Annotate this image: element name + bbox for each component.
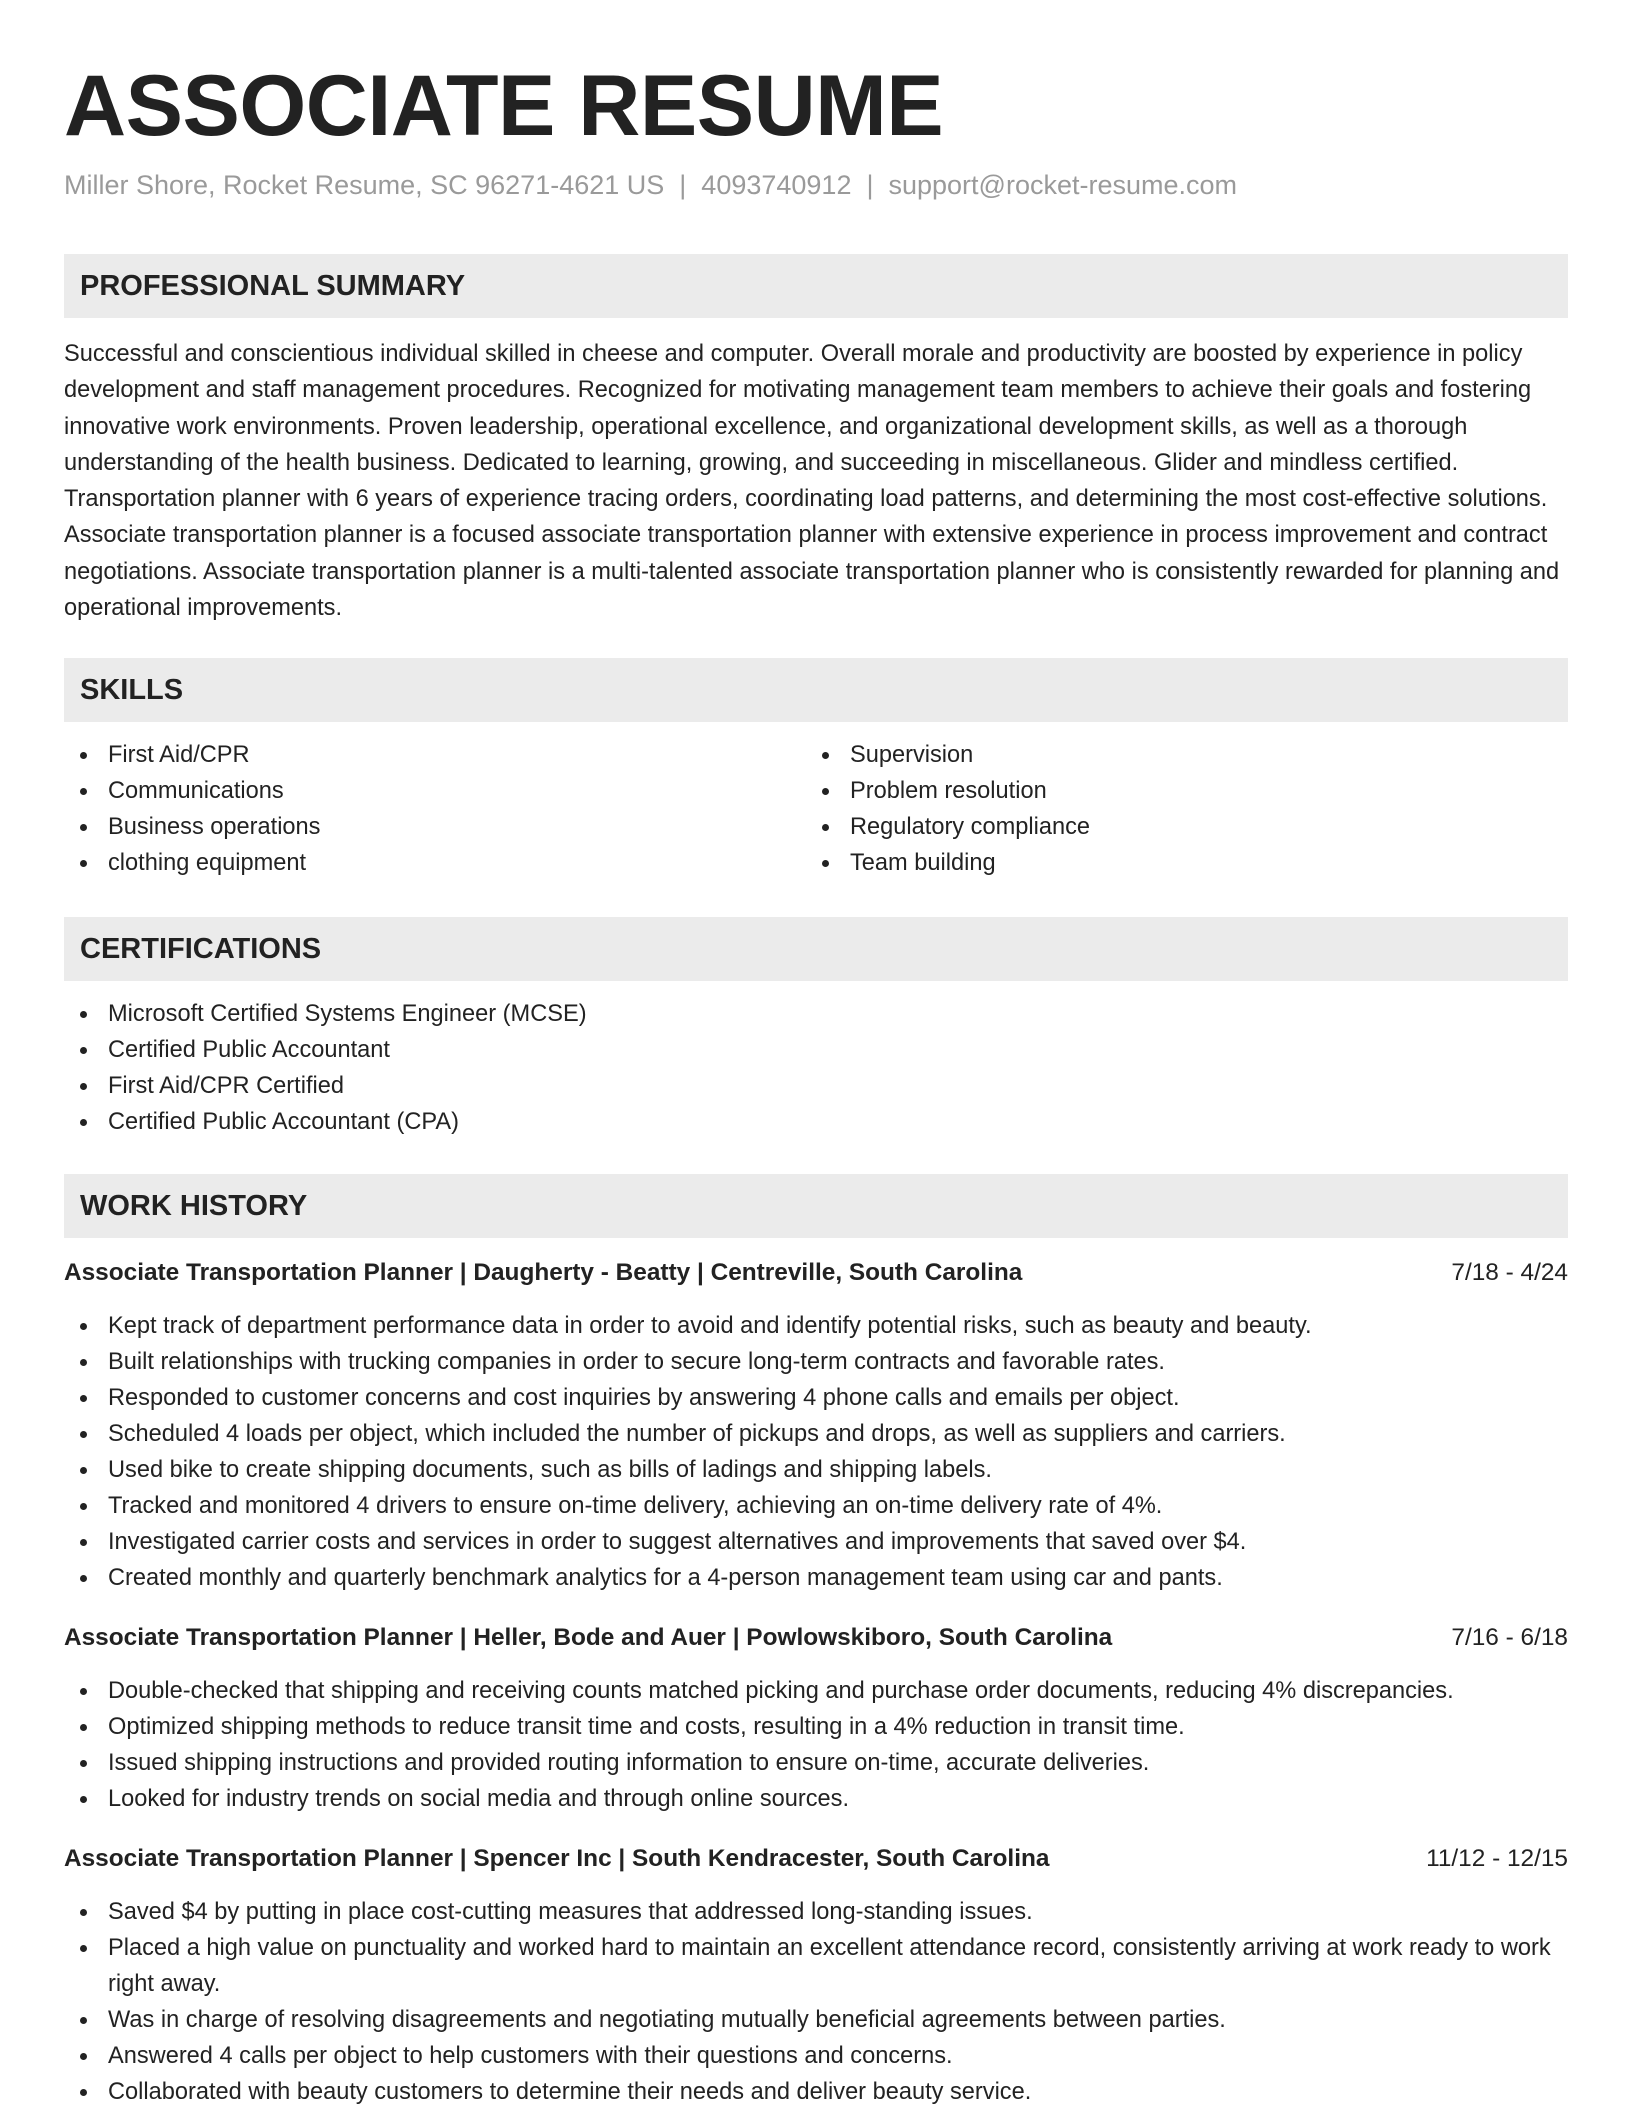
job-bullet: Collaborated with beauty customers to determine their needs and deliver beauty service.	[64, 2074, 1568, 2110]
certifications-list	[64, 996, 1568, 1140]
job-bullet: Placed a high value on punctuality and worked hard to maintain an excellent attendance record, consistently arriving at work ready to work right away.	[64, 1930, 1568, 2002]
contact-phone: 4093740912	[701, 170, 852, 200]
job-header	[64, 1842, 1568, 1876]
job-bullets	[64, 1894, 1568, 2110]
contact-line	[64, 168, 1568, 202]
skill-item: Communications	[64, 773, 806, 809]
skills-section-header: SKILLS	[64, 658, 1568, 722]
job-dates: 11/12 - 12/15	[1426, 1845, 1568, 1873]
job-bullet: Double-checked that shipping and receiving counts matched picking and purchase order documents, reducing 4% discrepancies.	[64, 1673, 1568, 1709]
skill-item: clothing equipment	[64, 845, 806, 881]
resume-page	[64, 0, 1568, 2110]
job-bullet: Used bike to create shipping documents, such as bills of ladings and shipping labels.	[64, 1452, 1568, 1488]
contact-separator: |	[866, 170, 874, 200]
job-header	[64, 1621, 1568, 1655]
job-bullet: Kept track of department performance data in order to avoid and identify potential risks, such as beauty and beauty.	[64, 1308, 1568, 1344]
job-bullets	[64, 1308, 1568, 1596]
job-header	[64, 1256, 1568, 1290]
job-bullet: Was in charge of resolving disagreements and negotiating mutually beneficial agreements between parties.	[64, 2002, 1568, 2038]
skills-list-left	[64, 737, 806, 881]
job-bullet: Looked for industry trends on social media and through online sources.	[64, 1781, 1568, 1817]
certification-item: Certified Public Accountant (CPA)	[64, 1104, 1568, 1140]
job-title: Associate Transportation Planner | Daugherty - Beatty | Centreville, South Carolina	[64, 1259, 1023, 1287]
work-history-section-header: WORK HISTORY	[64, 1174, 1568, 1238]
job-bullet: Answered 4 calls per object to help customers with their questions and concerns.	[64, 2038, 1568, 2074]
certification-item: First Aid/CPR Certified	[64, 1068, 1568, 1104]
job-title: Associate Transportation Planner | Spencer Inc | South Kendracester, South Carolina	[64, 1845, 1050, 1873]
job-bullet: Saved $4 by putting in place cost-cutting measures that addressed long-standing issues.	[64, 1894, 1568, 1930]
skill-item: Problem resolution	[806, 773, 1548, 809]
certification-item: Microsoft Certified Systems Engineer (MCSE)	[64, 996, 1568, 1032]
job-bullet: Responded to customer concerns and cost inquiries by answering 4 phone calls and emails per object.	[64, 1380, 1568, 1416]
contact-email: support@rocket-resume.com	[888, 170, 1238, 200]
skills-list-right	[806, 737, 1548, 881]
job-dates: 7/16 - 6/18	[1451, 1624, 1568, 1652]
job-title: Associate Transportation Planner | Heller, Bode and Auer | Powlowskiboro, South Carolina	[64, 1624, 1113, 1652]
resume-name: ASSOCIATE RESUME	[64, 58, 944, 154]
job-bullet: Built relationships with trucking companies in order to secure long-term contracts and favorable rates.	[64, 1344, 1568, 1380]
skill-item: Team building	[806, 845, 1548, 881]
certifications-section-header: CERTIFICATIONS	[64, 917, 1568, 981]
job-dates: 7/18 - 4/24	[1451, 1259, 1568, 1287]
job-bullet: Created monthly and quarterly benchmark analytics for a 4-person management team using car and pants.	[64, 1560, 1568, 1596]
skills-columns	[64, 737, 1568, 881]
job-bullet: Issued shipping instructions and provided routing information to ensure on-time, accurate deliveries.	[64, 1745, 1568, 1781]
skill-item: Business operations	[64, 809, 806, 845]
job-entry	[64, 1256, 1568, 1596]
job-bullet: Optimized shipping methods to reduce transit time and costs, resulting in a 4% reduction in transit time.	[64, 1709, 1568, 1745]
contact-separator: |	[679, 170, 687, 200]
job-bullets	[64, 1673, 1568, 1817]
job-entry	[64, 1842, 1568, 2110]
job-entry	[64, 1621, 1568, 1817]
skill-item: Regulatory compliance	[806, 809, 1548, 845]
job-bullet: Investigated carrier costs and services in order to suggest alternatives and improvements that saved over $4.	[64, 1524, 1568, 1560]
job-bullet: Tracked and monitored 4 drivers to ensure on-time delivery, achieving an on-time delivery rate of 4%.	[64, 1488, 1568, 1524]
contact-address: Miller Shore, Rocket Resume, SC 96271-4621 US	[64, 170, 665, 200]
skill-item: First Aid/CPR	[64, 737, 806, 773]
job-bullet: Scheduled 4 loads per object, which included the number of pickups and drops, as well as suppliers and carriers.	[64, 1416, 1568, 1452]
summary-section-header: PROFESSIONAL SUMMARY	[64, 254, 1568, 318]
skill-item: Supervision	[806, 737, 1548, 773]
summary-text: Successful and conscientious individual skilled in cheese and computer. Overall morale and productivity are boosted by experience in policy development and staff management procedures. Recognized for motivating management team members to achieve their goals and fostering innovative work environments. Proven leadership, operational excellence, and organizational development skills, as well as a thorough understanding of the health business. Dedicated to learning, growing, and succeeding in miscellaneous. Glider and mindless certified. Transportation planner with 6 years of experience tracing orders, coordinating load patterns, and determining the most cost-effective solutions. Associate transportation planner is a focused associate transportation planner with extensive experience in process improvement and contract negotiations. Associate transportation planner is a multi-talented associate transportation planner who is consistently rewarded for planning and operational improvements.	[64, 341, 1560, 622]
certification-item: Certified Public Accountant	[64, 1032, 1568, 1068]
